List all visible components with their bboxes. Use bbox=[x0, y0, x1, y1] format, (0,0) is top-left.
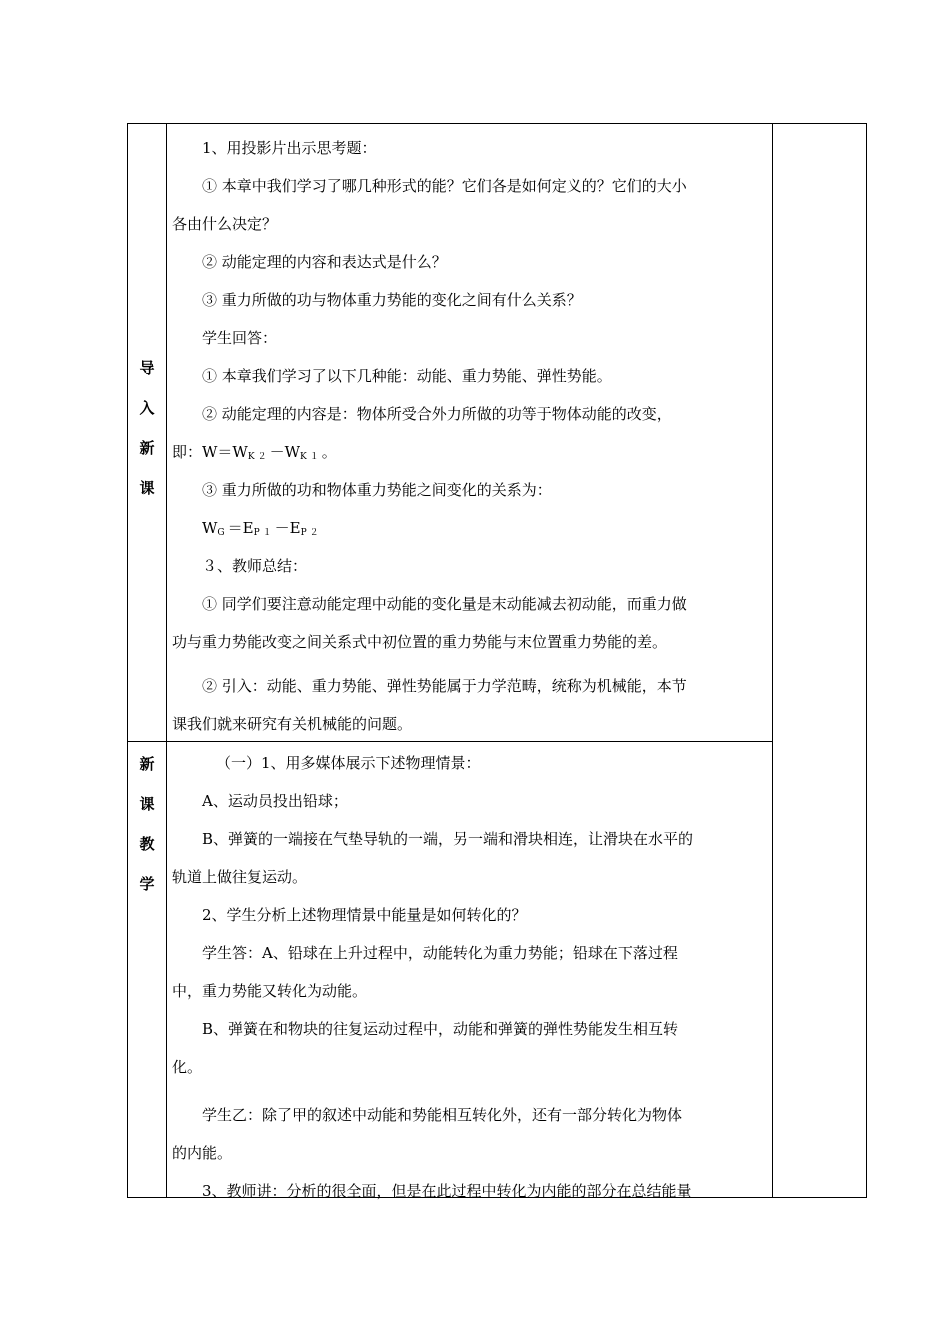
text-line: ① 本章中我们学习了哪几种形式的能？它们各是如何定义的？它们的大小 bbox=[202, 177, 687, 195]
text-line: 中，重力势能又转化为动能。 bbox=[172, 982, 368, 1000]
label-char: 学 bbox=[139, 875, 155, 893]
text-line: ３、教师总结： bbox=[202, 557, 308, 575]
section-content-teaching bbox=[172, 744, 764, 1210]
text-line: 课我们就来研究有关机械能的问题。 bbox=[172, 715, 413, 733]
section-label-teaching bbox=[128, 744, 166, 904]
section-label-intro bbox=[128, 348, 166, 508]
label-char: 新 bbox=[139, 439, 155, 457]
text-line: ③ 重力所做的功和物体重力势能之间变化的关系为： bbox=[202, 481, 552, 499]
text-line: 功与重力势能改变之间关系式中初位置的重力势能与末位置重力势能的差。 bbox=[172, 633, 668, 651]
text-line: （一）1、用多媒体展示下述物理情景： bbox=[216, 754, 481, 772]
text-line: A、运动员投出铅球； bbox=[202, 792, 348, 810]
label-char: 导 bbox=[139, 359, 155, 377]
text-line: ③ 重力所做的功与物体重力势能的变化之间有什么关系？ bbox=[202, 291, 582, 309]
text-line: 学生乙：除了甲的叙述中动能和势能相互转化外，还有一部分转化为物体 bbox=[202, 1106, 683, 1124]
label-char: 入 bbox=[139, 399, 155, 417]
label-char: 教 bbox=[139, 835, 155, 853]
lesson-table bbox=[127, 123, 867, 1198]
text-line: ② 动能定理的内容是：物体所受合外力所做的功等于物体动能的改变， bbox=[202, 405, 672, 423]
text-line: 化。 bbox=[172, 1058, 203, 1076]
label-column-divider bbox=[166, 124, 167, 1197]
text-line: B、弹簧的一端接在气垫导轨的一端，另一端和滑块相连，让滑块在水平的 bbox=[202, 830, 694, 848]
text-line: ① 同学们要注意动能定理中动能的变化量是末动能减去初动能，而重力做 bbox=[202, 595, 687, 613]
text-line: 各由什么决定？ bbox=[172, 215, 278, 233]
text-line: 轨道上做往复运动。 bbox=[172, 868, 308, 886]
text-line: 3、教师讲：分析的很全面，但是在此过程中转化为内能的部分在总结能量 bbox=[202, 1182, 692, 1200]
text-line: 学生回答： bbox=[202, 329, 278, 347]
formula-work-energy: 即：$W=W_{K2}-W_{K1}$。 bbox=[172, 443, 337, 462]
label-char: 新 bbox=[139, 755, 155, 773]
text-line: ② 动能定理的内容和表达式是什么？ bbox=[202, 253, 447, 271]
label-char: 课 bbox=[139, 795, 155, 813]
text-line: ① 本章我们学习了以下几种能：动能、重力势能、弹性势能。 bbox=[202, 367, 612, 385]
formula-gravity-work: $W_G=E_{P1}-E_{P2}$ bbox=[202, 519, 322, 538]
text-line: 的内能。 bbox=[172, 1144, 233, 1162]
label-char: 课 bbox=[139, 479, 155, 497]
text-line: 2、学生分析上述物理情景中能量是如何转化的？ bbox=[202, 906, 527, 924]
text-line: 1、用投影片出示思考题： bbox=[202, 139, 377, 157]
notes-column-divider bbox=[772, 124, 773, 1197]
text-line: 学生答：A、铅球在上升过程中，动能转化为重力势能；铅球在下落过程 bbox=[202, 944, 678, 962]
section-content-intro bbox=[172, 129, 764, 743]
text-line: B、弹簧在和物块的往复运动过程中，动能和弹簧的弹性势能发生相互转 bbox=[202, 1020, 679, 1038]
text-line: ② 引入：动能、重力势能、弹性势能属于力学范畴，统称为机械能，本节 bbox=[202, 677, 687, 695]
